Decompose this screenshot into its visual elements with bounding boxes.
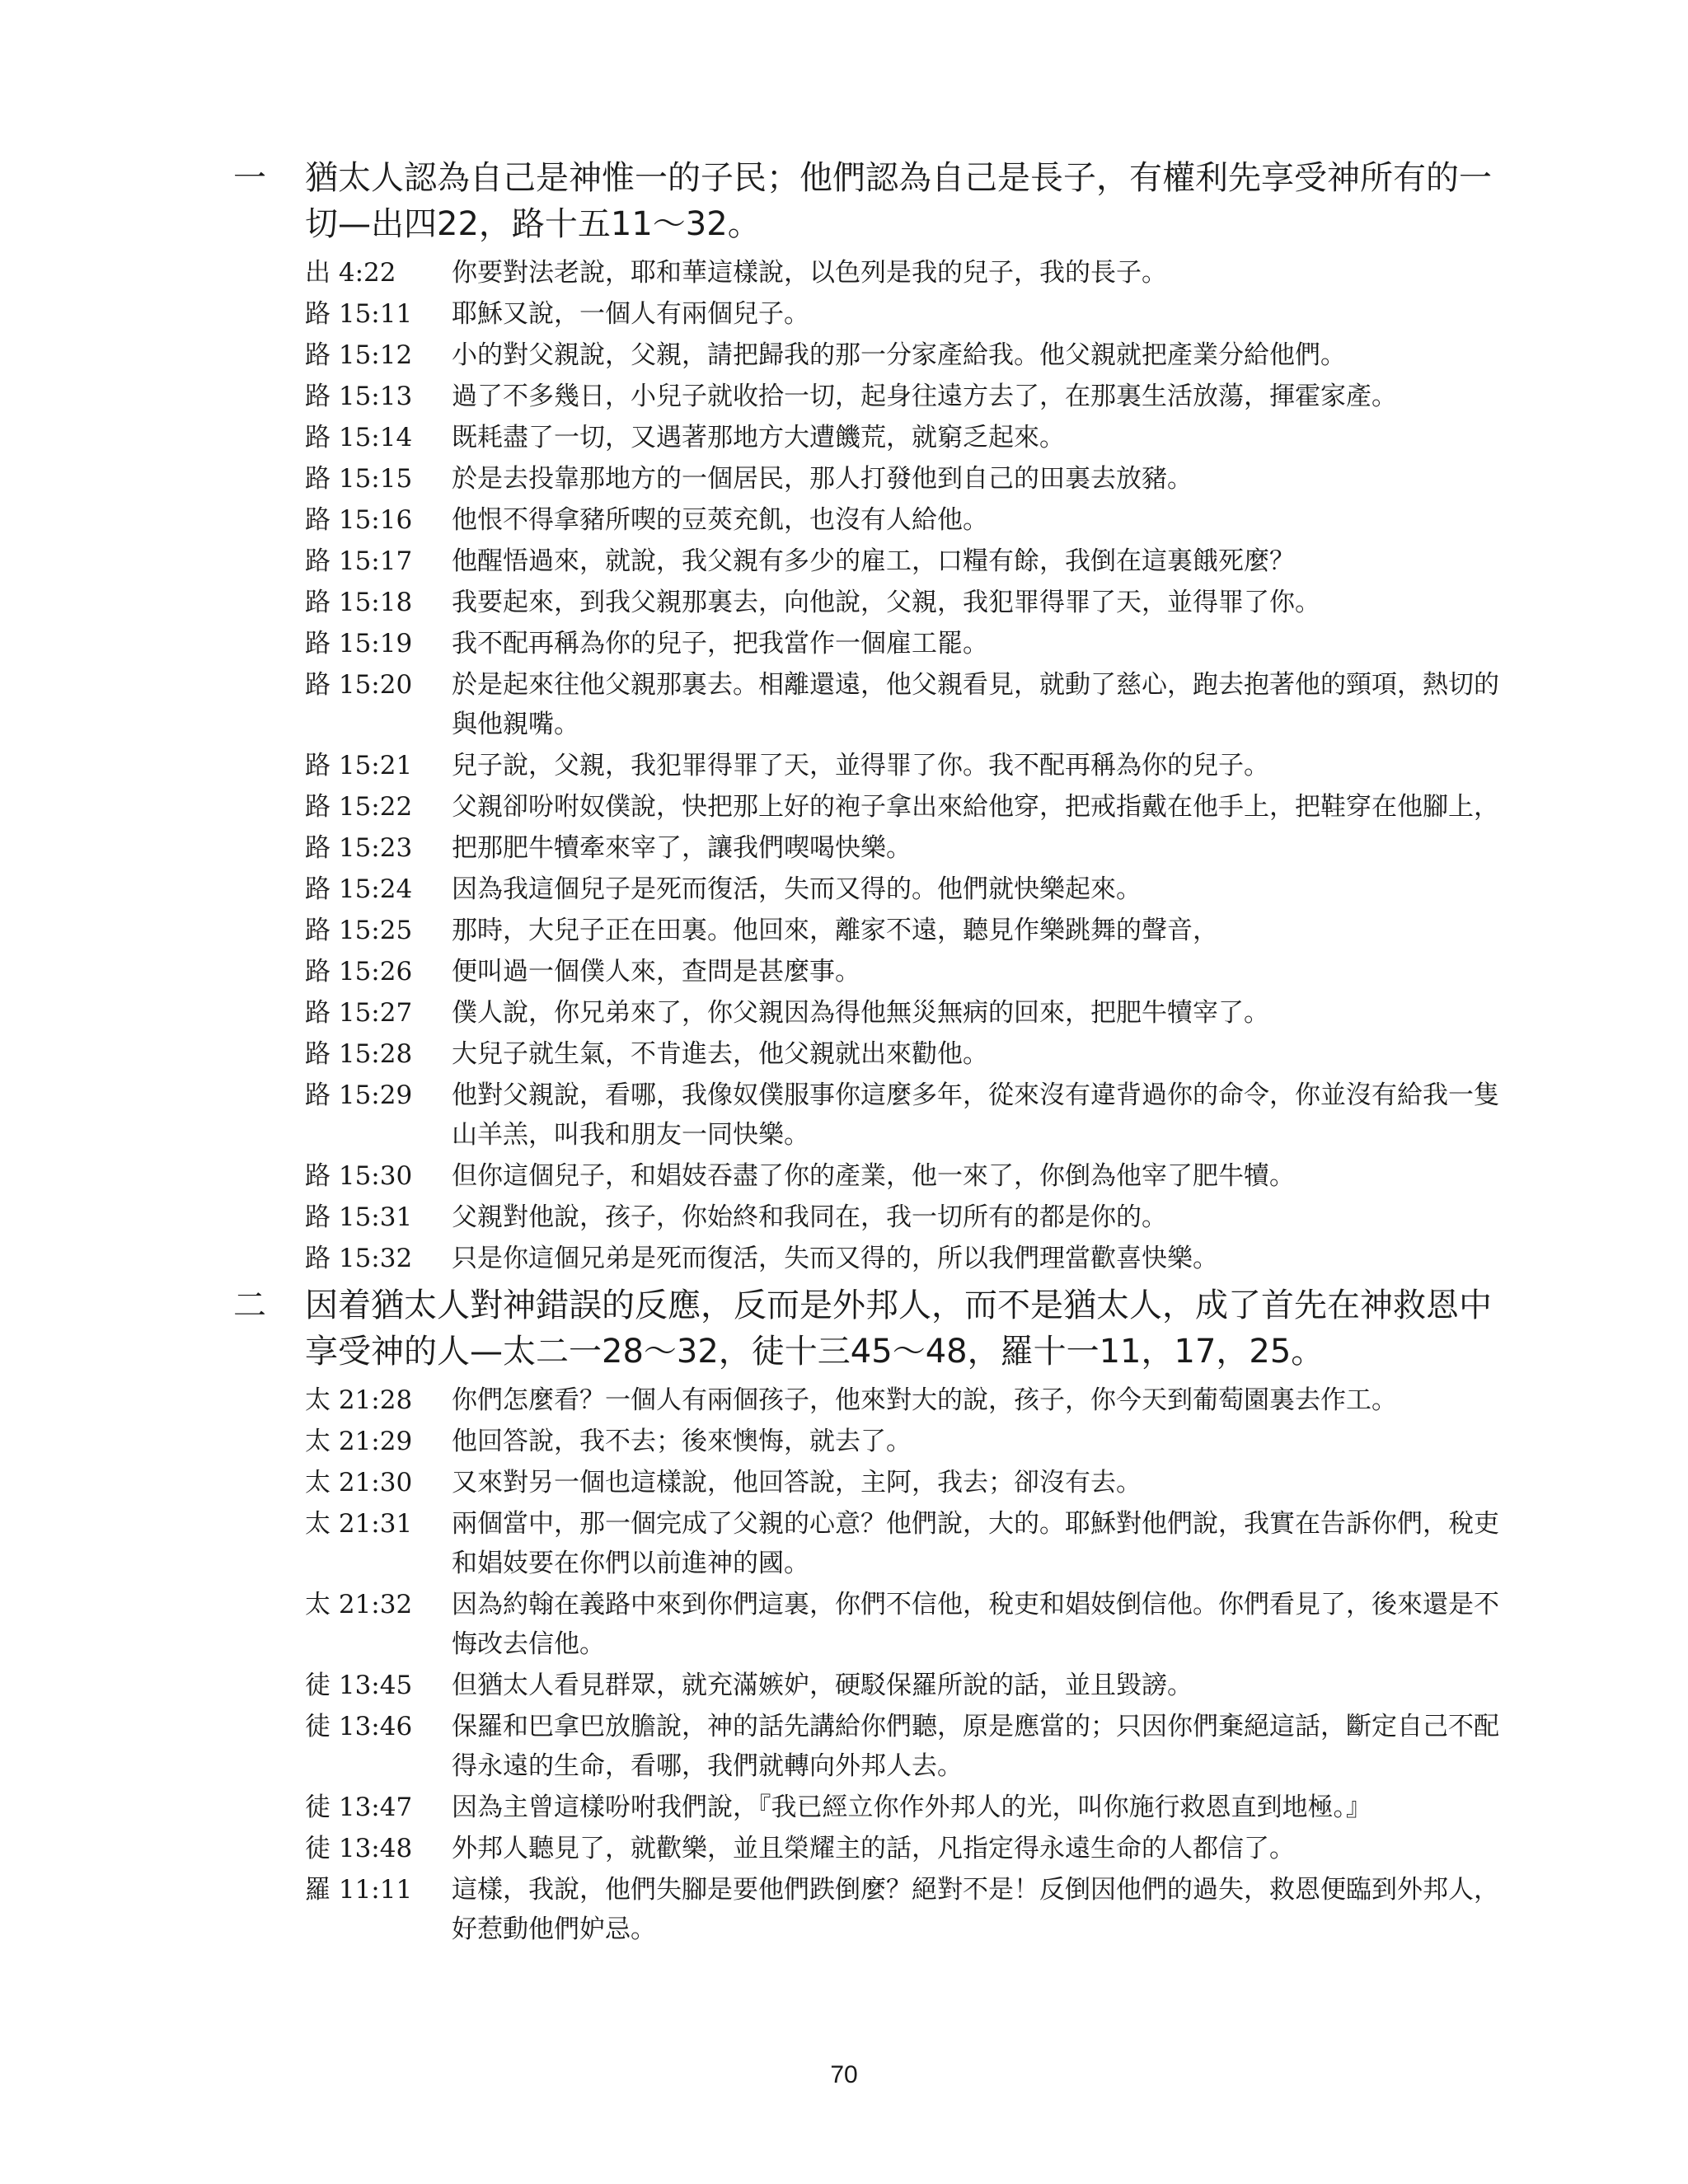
outline-point-2 — [233, 1282, 1519, 1951]
verse-item — [305, 377, 1519, 416]
verse-item — [305, 1422, 1519, 1461]
verse-reference: 路 15:13 — [305, 382, 413, 411]
verse-reference: 路 15:27 — [305, 998, 413, 1028]
verse-item — [305, 1829, 1519, 1868]
verse-text: 因為主曾這樣吩咐我們說，『我已經立你作外邦人的光，叫你施行救恩直到地極。』 — [452, 1793, 1372, 1822]
verse-reference: 路 15:22 — [305, 792, 413, 822]
point-heading-text: 猶太人認為自己是神惟一的子民；他們認為自己是長子，有權利先享受神所有的一切—出四22，路十五11～32。 — [305, 159, 1492, 243]
verse-item — [305, 1788, 1519, 1827]
verse-item — [305, 1504, 1519, 1583]
verse-reference: 徒 13:48 — [305, 1834, 413, 1863]
verse-item — [305, 500, 1519, 540]
verse-item — [305, 1239, 1519, 1278]
verse-reference: 路 15:23 — [305, 833, 413, 863]
verse-text: 這樣，我說，他們失腳是要他們跌倒麼？絕對不是！反倒因他們的過失，救恩便臨到外邦人，好惹動他們妒忌。 — [452, 1875, 1499, 1944]
verse-text: 我不配再稱為你的兒子，把我當作一個雇工罷。 — [452, 629, 988, 658]
verse-text: 於是起來往他父親那裏去。相離還遠，他父親看見，就動了慈心，跑去抱著他的頸項，熱切的與他親嘴。 — [452, 670, 1499, 739]
verse-text: 於是去投靠那地方的一個居民，那人打發他到自己的田裏去放豬。 — [452, 464, 1193, 494]
verse-text: 大兒子就生氣，不肯進去，他父親就出來勸他。 — [452, 1039, 988, 1069]
verse-text: 過了不多幾日，小兒子就收拾一切，起身往遠方去了，在那裏生活放蕩，揮霍家產。 — [452, 382, 1397, 411]
verse-text: 父親卻吩咐奴僕說，快把那上好的袍子拿出來給他穿，把戒指戴在他手上，把鞋穿在他腳上， — [452, 792, 1499, 822]
outline-point-heading — [233, 1282, 1519, 1375]
verse-item — [305, 541, 1519, 581]
verse-item — [305, 294, 1519, 334]
verse-item — [305, 583, 1519, 622]
verse-text: 把那肥牛犢牽來宰了，讓我們喫喝快樂。 — [452, 833, 912, 863]
verse-text: 父親對他說，孩子，你始終和我同在，我一切所有的都是你的。 — [452, 1202, 1167, 1232]
verse-reference: 徒 13:47 — [305, 1793, 413, 1822]
verse-item — [305, 911, 1519, 950]
verse-item — [305, 1666, 1519, 1705]
verse-reference: 路 15:24 — [305, 874, 413, 904]
verse-item — [305, 1076, 1519, 1155]
verse-item — [305, 1156, 1519, 1196]
verse-text: 但你這個兒子，和娼妓吞盡了你的產業，他一來了，你倒為他宰了肥牛犢。 — [452, 1161, 1295, 1191]
point-number: 一 — [233, 159, 266, 197]
verse-text: 你要對法老說，耶和華這樣說，以色列是我的兒子，我的長子。 — [452, 258, 1167, 288]
verse-text: 兩個當中，那一個完成了父親的心意？他們說，大的。耶穌對他們說，我實在告訴你們，稅吏和娼妓要在你們以前進神的國。 — [452, 1509, 1499, 1578]
verse-reference: 路 15:30 — [305, 1161, 413, 1191]
verse-reference: 路 15:16 — [305, 505, 413, 535]
verse-item — [305, 1585, 1519, 1664]
verse-text: 便叫過一個僕人來，查問是甚麼事。 — [452, 957, 860, 987]
verse-list — [305, 253, 1519, 1278]
verse-text: 僕人說，你兄弟來了，你父親因為得他無災無病的回來，把肥牛犢宰了。 — [452, 998, 1269, 1028]
verse-text: 兒子說，父親，我犯罪得罪了天，並得罪了你。我不配再稱為你的兒子。 — [452, 751, 1269, 780]
point-heading-text: 因着猶太人對神錯誤的反應，反而是外邦人，而不是猶太人，成了首先在神救恩中享受神的人—太二一28～32，徒十三45～48，羅十一11，17，25。 — [305, 1286, 1492, 1371]
verse-reference: 太 21:31 — [305, 1509, 413, 1539]
outline-point-heading — [233, 155, 1519, 247]
verse-item — [305, 665, 1519, 744]
verse-text: 你們怎麼看？一個人有兩個孩子，他來對大的說，孩子，你今天到葡萄園裏去作工。 — [452, 1385, 1397, 1415]
verse-reference: 路 15:25 — [305, 916, 413, 945]
verse-reference: 路 15:19 — [305, 629, 413, 658]
verse-item — [305, 952, 1519, 991]
verse-text: 因為約翰在義路中來到你們這裏，你們不信他，稅吏和娼妓倒信他。你們看見了，後來還是不悔改去信他。 — [452, 1590, 1499, 1659]
verse-reference: 路 15:11 — [305, 299, 413, 329]
verse-item — [305, 1463, 1519, 1502]
verse-reference: 太 21:29 — [305, 1427, 413, 1456]
verse-reference: 太 21:30 — [305, 1468, 413, 1497]
verse-reference: 太 21:28 — [305, 1385, 413, 1415]
verse-reference: 路 15:15 — [305, 464, 413, 494]
verse-item — [305, 1707, 1519, 1786]
verse-reference: 路 15:20 — [305, 670, 413, 700]
verse-item — [305, 746, 1519, 785]
verse-text: 只是你這個兄弟是死而復活，失而又得的，所以我們理當歡喜快樂。 — [452, 1244, 1218, 1273]
verse-text: 我要起來，到我父親那裏去，向他說，父親，我犯罪得罪了天，並得罪了你。 — [452, 588, 1320, 617]
verse-text: 但猶太人看見群眾，就充滿嫉妒，硬駁保羅所說的話，並且毀謗。 — [452, 1671, 1193, 1700]
verse-list — [305, 1380, 1519, 1949]
verse-item — [305, 993, 1519, 1033]
verse-reference: 路 15:29 — [305, 1080, 413, 1110]
verse-text: 因為我這個兒子是死而復活，失而又得的。他們就快樂起來。 — [452, 874, 1142, 904]
verse-reference: 徒 13:46 — [305, 1712, 413, 1741]
verse-reference: 路 15:12 — [305, 340, 413, 370]
verse-text: 他醒悟過來，就說，我父親有多少的雇工，口糧有餘，我倒在這裏餓死麼？ — [452, 546, 1295, 576]
verse-item — [305, 1034, 1519, 1074]
verse-text: 他對父親說，看哪，我像奴僕服事你這麼多年，從來沒有違背過你的命令，你並沒有給我一隻山羊羔，叫我和朋友一同快樂。 — [452, 1080, 1499, 1150]
verse-reference: 路 15:18 — [305, 588, 413, 617]
verse-reference: 路 15:17 — [305, 546, 413, 576]
verse-text: 外邦人聽見了，就歡樂，並且榮耀主的話，凡指定得永遠生命的人都信了。 — [452, 1834, 1295, 1863]
verse-reference: 徒 13:45 — [305, 1671, 413, 1700]
verse-item — [305, 418, 1519, 457]
outline-point-1 — [233, 155, 1519, 1278]
verse-reference: 路 15:28 — [305, 1039, 413, 1069]
verse-reference: 羅 11:11 — [305, 1875, 413, 1905]
verse-item — [305, 335, 1519, 375]
verse-item — [305, 1380, 1519, 1420]
verse-text: 那時，大兒子正在田裏。他回來，離家不遠，聽見作樂跳舞的聲音， — [452, 916, 1218, 945]
verse-text: 小的對父親說，父親，請把歸我的那一分家產給我。他父親就把產業分給他們。 — [452, 340, 1346, 370]
verse-reference: 出 4:22 — [305, 258, 396, 288]
verse-text: 他回答說，我不去；後來懊悔，就去了。 — [452, 1427, 912, 1456]
verse-text: 保羅和巴拿巴放膽說，神的話先講給你們聽，原是應當的；只因你們棄絕這話，斷定自己不配得永遠的生命，看哪，我們就轉向外邦人去。 — [452, 1712, 1499, 1781]
verse-text: 耶穌又說，一個人有兩個兒子。 — [452, 299, 809, 329]
verse-item — [305, 253, 1519, 293]
verse-item — [305, 828, 1519, 868]
verse-item — [305, 1870, 1519, 1949]
verse-item — [305, 624, 1519, 663]
verse-reference: 路 15:14 — [305, 423, 413, 452]
verse-reference: 路 15:26 — [305, 957, 413, 987]
verse-reference: 路 15:21 — [305, 751, 413, 780]
verse-item — [305, 1197, 1519, 1237]
verse-item — [305, 787, 1519, 827]
verse-text: 既耗盡了一切，又遇著那地方大遭饑荒，就窮乏起來。 — [452, 423, 1065, 452]
verse-item — [305, 869, 1519, 909]
verse-reference: 路 15:31 — [305, 1202, 413, 1232]
verse-reference: 路 15:32 — [305, 1244, 413, 1273]
point-number: 二 — [233, 1286, 266, 1324]
verse-text: 又來對另一個也這樣說，他回答說，主阿，我去；卻沒有去。 — [452, 1468, 1142, 1497]
verse-item — [305, 459, 1519, 499]
page-number: 70 — [830, 2061, 858, 2088]
verse-reference: 太 21:32 — [305, 1590, 413, 1619]
verse-text: 他恨不得拿豬所喫的豆莢充飢，也沒有人給他。 — [452, 505, 988, 535]
